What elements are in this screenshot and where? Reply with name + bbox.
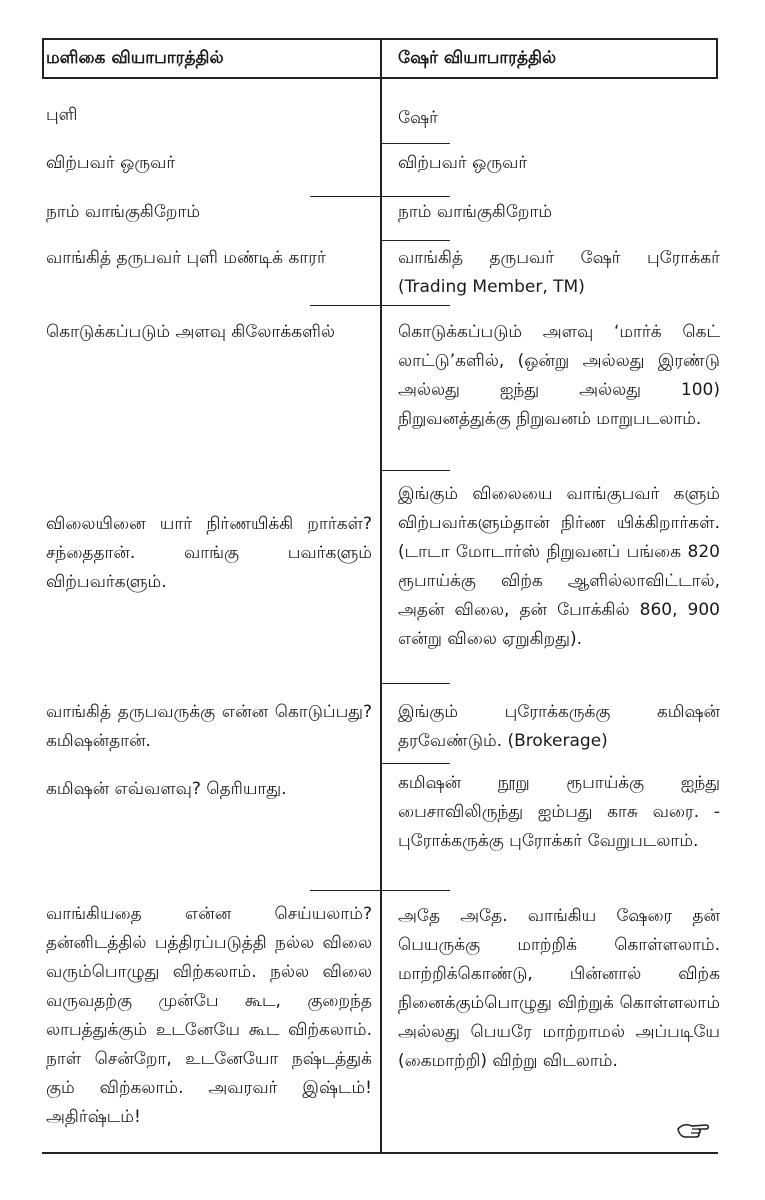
cell-right-row-3: நாம் வாங்குகிறோம் [398,202,553,222]
table-left-border [42,38,44,79]
cell-right-row-2: விற்பவர் ஒருவர் [398,153,528,173]
cell-left-row-9: வாங்கியதை என்ன செய்யலாம்? தன்னிடத்தில் பத்திரப்படுத்தி நல்ல விலை வரும்பொழுது விற்கலாம். நல்ல விலை வருவதற்கு முன்பே கூட, குறைந்த லாபத்துக்கும் உடனேயே கூட விற்கலாம். நாள் சென்றோ, உடனேயோ நஷ்டத்துக் கும் விற்கலாம். அவரவர் இஷ்டம்! அதிர்ஷ்டம்! [46,904,372,1127]
row-separator [380,890,450,891]
row-separator [380,240,450,241]
cell-right-row-1: ஷேர் [398,108,438,128]
row-separator [380,763,450,764]
cell-right-row-7: இங்கும் புரோக்கருக்கு கமிஷன் தரவேண்டும். (Brokerage) [398,702,720,751]
cell-left-row-5: கொடுக்கப்படும் அளவு கிலோக்களில் [46,322,336,342]
cell-right-row-9: அதே அதே. வாங்கிய ஷேரை தன் பெயருக்கு மாற்றிக் கொள்ளலாம். மாற்றிக்கொண்டு, பின்னால் விற்க நினைக்கும்பொழுது விற்றுக் கொள்ளலாம் அல்லது பெயரே மாற்றாமல் அப்படியே (கைமாற்றி) விற்று விடலாம். [398,906,720,1071]
row-separator [380,305,450,306]
cell-right-row-4: வாங்கித் தருபவர் ஷேர் புரோக்கர் (Trading Member, TM) [398,248,720,297]
row-separator [380,196,450,197]
pointing-hand-icon [676,1118,712,1140]
cell-right-row-5: கொடுக்கப்படும் அளவு ‘மார்க் கெட் லாட்டு’களில், (ஒன்று அல்லது இரண்டு அல்லது ஐந்து அல்லது 100) நிறுவனத்துக்கு நிறுவனம் மாறுபடலாம். [398,322,720,429]
cell-right-row-8: கமிஷன் நூறு ரூபாய்க்கு ஐந்து பைசாவிலிருந்து ஐம்பது காசு வரை. - புரோக்கருக்கு புரோக்கர் வேறுபடலாம். [398,773,720,851]
cell-left-row-4: வாங்கித் தருபவர் புளி மண்டிக் காரர் [46,248,326,268]
header-share-trade: ஷேர் வியாபாரத்தில் [398,48,557,68]
cell-left-row-2: விற்பவர் ஒருவர் [46,153,176,173]
header-grocery-trade: மளிகை வியாபாரத்தில் [46,48,224,68]
cell-left-row-3: நாம் வாங்குகிறோம் [46,202,201,222]
row-separator [310,890,380,891]
cell-left-row-1: புளி [46,105,78,125]
row-separator [380,683,450,684]
row-separator [310,196,380,197]
column-divider [380,38,382,1154]
row-separator [380,143,450,144]
cell-left-row-8: கமிஷன் எவ்வளவு? தெரியாது. [46,779,287,799]
cell-right-row-6: இங்கும் விலையை வாங்குபவர் களும் விற்பவர்களும்தான் நிர்ண யிக்கிறார்கள். (டாடா மோடார்ஸ் நிறுவனப் பங்கை 820 ரூபாய்க்கு விற்க ஆளில்லாவிட்டால், அதன் விலை, தன் போக்கில் 860, 900 என்று விலை ஏறுகிறது). [398,484,720,649]
row-separator [380,470,450,471]
cell-left-row-7: வாங்கித் தருபவருக்கு என்ன கொடுப்பது? கமிஷன்தான். [46,702,372,751]
table-bottom-border [42,1152,718,1154]
row-separator [310,305,380,306]
cell-left-row-6: விலையினை யார் நிர்ணயிக்கி றார்கள்? சந்தைதான். வாங்கு பவர்களும் விற்பவர்களும். [46,514,372,592]
